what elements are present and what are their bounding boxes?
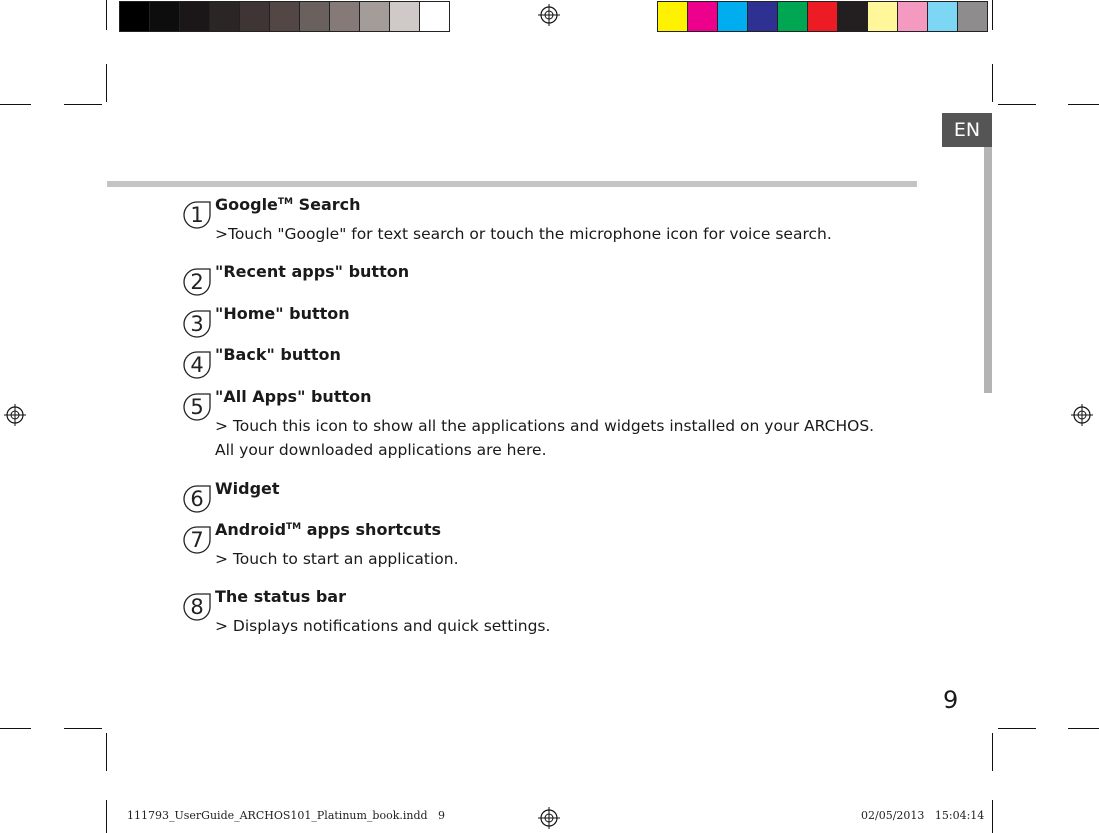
callout-title bbox=[215, 195, 361, 214]
color-swatch bbox=[778, 2, 808, 31]
crop-mark bbox=[106, 0, 107, 30]
callout-number-badge bbox=[182, 267, 212, 297]
registration-target-icon bbox=[538, 807, 560, 829]
color-swatch bbox=[420, 2, 449, 31]
trademark-mark: TM bbox=[277, 197, 294, 207]
callout-number: 3 bbox=[190, 312, 204, 336]
color-swatch bbox=[120, 2, 150, 31]
crop-mark bbox=[1068, 104, 1099, 105]
callout-number: 1 bbox=[190, 203, 204, 227]
callout-number-badge bbox=[182, 525, 212, 555]
callout-title-text: "Back" button bbox=[215, 345, 341, 364]
color-swatch bbox=[898, 2, 928, 31]
callout-title-text: Google bbox=[215, 195, 278, 214]
language-tab: EN bbox=[942, 113, 992, 147]
callout-title-text: "All Apps" button bbox=[215, 387, 372, 406]
callout-title-text: Widget bbox=[215, 479, 280, 498]
callout-title bbox=[215, 479, 280, 498]
callout-number-badge bbox=[182, 200, 212, 230]
callout-title-text: The status bar bbox=[215, 587, 346, 606]
color-swatch bbox=[300, 2, 330, 31]
callout-title-text: "Home" button bbox=[215, 304, 350, 323]
crop-mark bbox=[992, 800, 993, 833]
callout-number: 4 bbox=[190, 353, 204, 377]
callout-title-text: Android bbox=[215, 520, 287, 539]
color-swatch bbox=[180, 2, 210, 31]
crop-mark bbox=[64, 104, 102, 105]
color-bar-grayscale bbox=[119, 1, 450, 32]
crop-mark bbox=[0, 104, 31, 105]
header-rule bbox=[107, 181, 917, 187]
page-number: 9 bbox=[943, 686, 959, 714]
color-swatch bbox=[718, 2, 748, 31]
side-bar bbox=[984, 147, 992, 393]
crop-mark bbox=[1068, 728, 1099, 729]
callout-number: 5 bbox=[190, 395, 204, 419]
color-swatch bbox=[808, 2, 838, 31]
callout-title bbox=[215, 520, 441, 539]
crop-mark bbox=[106, 64, 107, 102]
callout-number: 2 bbox=[190, 270, 204, 294]
slug-timestamp: 02/05/2013 15:04:14 bbox=[861, 809, 985, 822]
color-swatch bbox=[360, 2, 390, 31]
callout-number-badge bbox=[182, 484, 212, 514]
crop-mark bbox=[106, 800, 107, 833]
crop-mark bbox=[0, 728, 31, 729]
callout-title-rest: apps shortcuts bbox=[301, 520, 442, 539]
callout-title bbox=[215, 304, 350, 323]
color-swatch bbox=[390, 2, 420, 31]
callout-description: > Touch this icon to show all the applications and widgets installed on your ARCHOS. bbox=[215, 417, 875, 435]
crop-mark bbox=[998, 104, 1036, 105]
color-swatch bbox=[210, 2, 240, 31]
callout-number: 8 bbox=[190, 595, 204, 619]
callout-title-text: "Recent apps" button bbox=[215, 262, 410, 281]
color-swatch bbox=[240, 2, 270, 31]
callout-description: >Touch "Google" for text search or touch the microphone icon for voice search. bbox=[215, 225, 832, 243]
color-swatch bbox=[150, 2, 180, 31]
callout-number: 7 bbox=[190, 528, 204, 552]
crop-mark bbox=[992, 0, 993, 30]
callout-description: > Touch to start an application. bbox=[215, 550, 459, 568]
callout-number-badge bbox=[182, 309, 212, 339]
crop-mark bbox=[106, 733, 107, 771]
color-swatch bbox=[270, 2, 300, 31]
trademark-mark: TM bbox=[286, 522, 302, 532]
crop-mark bbox=[992, 64, 993, 102]
callout-description: All your downloaded applications are here. bbox=[215, 441, 547, 459]
crop-mark bbox=[992, 733, 993, 771]
color-swatch bbox=[928, 2, 958, 31]
color-swatch bbox=[330, 2, 360, 31]
registration-target-icon bbox=[4, 404, 26, 426]
callout-number-badge bbox=[182, 392, 212, 422]
callout-title bbox=[215, 262, 409, 281]
color-swatch bbox=[658, 2, 688, 31]
crop-mark bbox=[998, 728, 1036, 729]
color-swatch bbox=[838, 2, 868, 31]
color-swatch bbox=[688, 2, 718, 31]
slug-filename: 111793_UserGuide_ARCHOS101_Platinum_book.indd 9 bbox=[127, 809, 446, 822]
callout-title bbox=[215, 587, 346, 606]
callout-title bbox=[215, 387, 372, 406]
callout-title-rest: Search bbox=[293, 195, 361, 214]
color-bar-process bbox=[657, 1, 988, 32]
callout-number-badge bbox=[182, 592, 212, 622]
callout-number: 6 bbox=[190, 487, 204, 511]
color-swatch bbox=[958, 2, 987, 31]
crop-mark bbox=[64, 728, 102, 729]
registration-target-icon bbox=[538, 4, 560, 26]
callout-title bbox=[215, 345, 341, 364]
callout-number-badge bbox=[182, 350, 212, 380]
color-swatch bbox=[868, 2, 898, 31]
color-swatch bbox=[748, 2, 778, 31]
registration-target-icon bbox=[1071, 404, 1093, 426]
callout-description: > Displays notifications and quick settings. bbox=[215, 617, 551, 635]
